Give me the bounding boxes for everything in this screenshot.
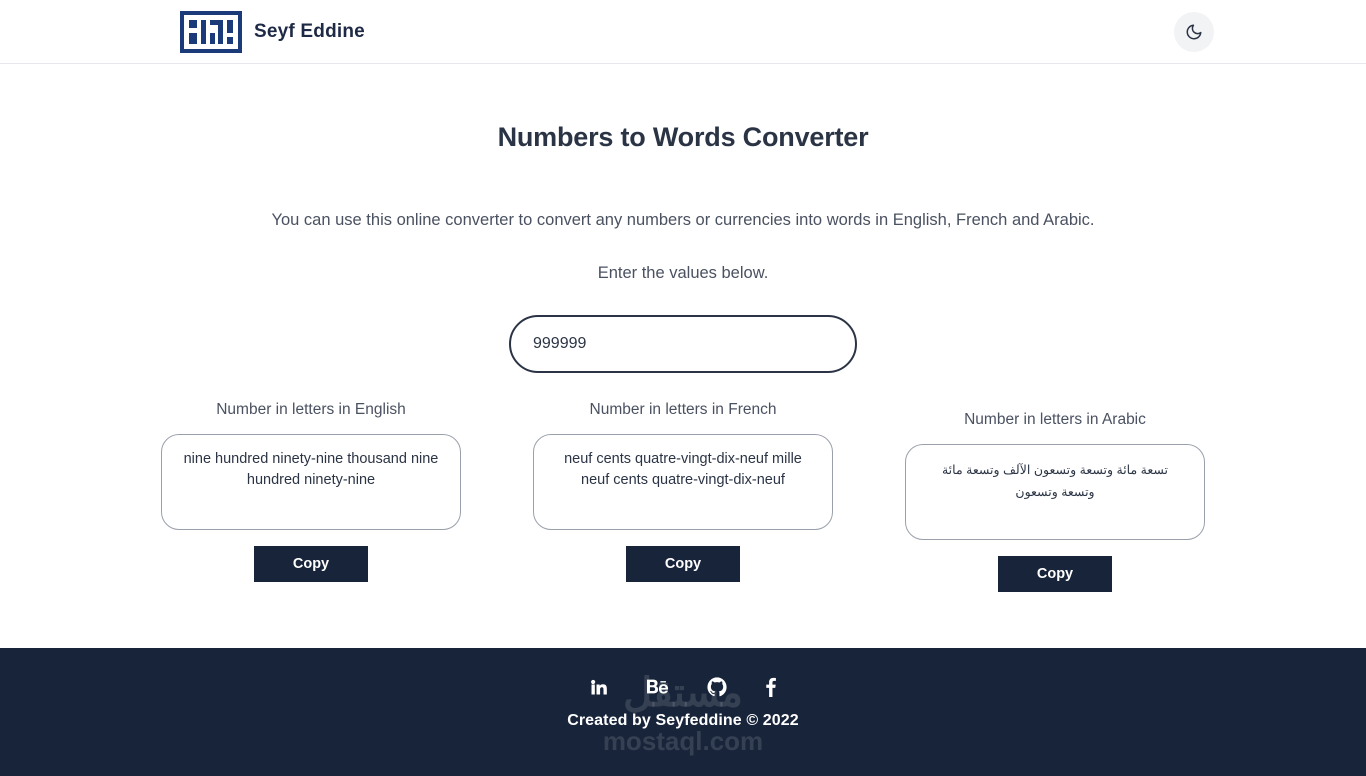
linkedin-icon[interactable] xyxy=(589,677,609,697)
brand[interactable] xyxy=(180,11,365,53)
result-label-arabic: Number in letters in Arabic xyxy=(964,411,1146,428)
result-label-english: Number in letters in English xyxy=(216,401,406,418)
main-content xyxy=(0,64,1366,648)
page-title: Numbers to Words Converter xyxy=(497,122,869,152)
theme-toggle-button[interactable] xyxy=(1174,12,1214,52)
results-row xyxy=(0,401,1366,592)
number-input[interactable] xyxy=(509,315,857,373)
site-header xyxy=(0,0,1366,64)
result-column-arabic xyxy=(881,401,1229,592)
kufic-square-logo-icon xyxy=(180,11,242,53)
result-column-english xyxy=(137,401,485,592)
moon-icon xyxy=(1185,23,1203,41)
result-column-french xyxy=(509,401,857,592)
result-label-french: Number in letters in French xyxy=(589,401,777,418)
intro-text: You can use this online converter to convert any numbers or currencies into words in English, French and Arabic. xyxy=(271,211,1095,229)
behance-icon[interactable] xyxy=(647,678,669,696)
watermark-line2: mostaql.com xyxy=(602,726,764,756)
brand-name: Seyf Eddine xyxy=(254,20,365,42)
watermark-line1: مستقل xyxy=(623,671,743,715)
site-footer xyxy=(0,648,1366,776)
result-textarea-arabic[interactable] xyxy=(905,444,1205,540)
result-textarea-english[interactable] xyxy=(161,434,461,530)
github-icon[interactable] xyxy=(707,677,727,697)
copy-button-arabic[interactable]: Copy xyxy=(998,556,1112,592)
sub-intro-text: Enter the values below. xyxy=(597,264,769,282)
copy-button-french[interactable]: Copy xyxy=(626,546,740,582)
result-textarea-french[interactable] xyxy=(533,434,833,530)
footer-credit: Created by Seyfeddine © 2022 xyxy=(567,712,799,729)
social-links xyxy=(0,674,1366,700)
copy-button-english[interactable]: Copy xyxy=(254,546,368,582)
facebook-icon[interactable] xyxy=(765,677,777,697)
